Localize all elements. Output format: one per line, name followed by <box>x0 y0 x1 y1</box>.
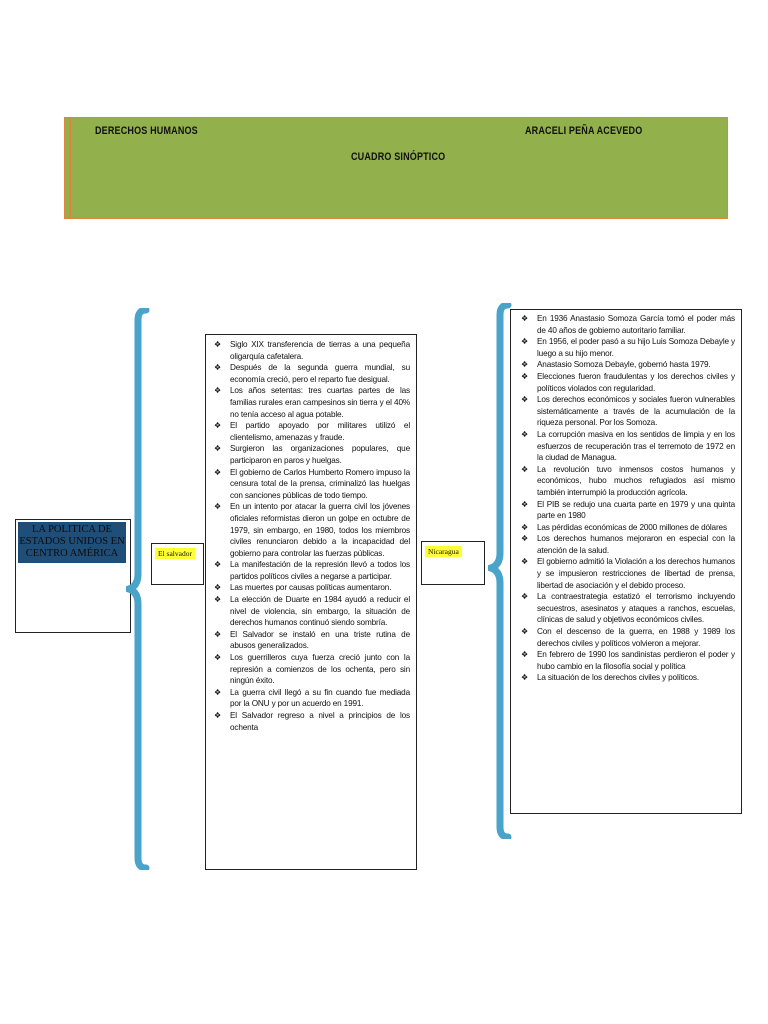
nicaragua-item-text: En 1956, el poder pasó a su hijo Luis Somoza Debayle y luego a su hijo menor. <box>537 337 735 358</box>
nicaragua-item-text: La revolución tuvo inmensos costos humanos y económicos, hubo muchos refugiados así mismo también interrumpió la producción agrícola. <box>537 464 735 497</box>
nicaragua-item <box>517 464 735 499</box>
nicaragua-item-text: En 1936 Anastasio Somoza García tomó el poder más de 40 años de gobierno autoritario familiar. <box>537 314 735 335</box>
salvador-bullets <box>210 339 410 733</box>
diamond-bullet-icon: ❖ <box>214 502 222 512</box>
nicaragua-item-text: Las pérdidas económicas de 2000 millones de dólares <box>537 522 727 532</box>
nicaragua-item <box>517 649 735 672</box>
nicaragua-item-text: La situación de los derechos civiles y políticos. <box>537 673 699 683</box>
diamond-bullet-icon: ❖ <box>521 534 529 544</box>
nicaragua-item-text: La corrupción masiva en los sentidos de limpia y en los esfuerzos de recuperación tras el terremoto de 1972 en la ciudad de Managua. <box>537 429 735 463</box>
salvador-item <box>210 339 410 362</box>
left-brace <box>126 308 150 870</box>
diamond-bullet-icon: ❖ <box>521 464 529 474</box>
nicaragua-item <box>517 359 735 371</box>
nicaragua-item-text: Elecciones fueron fraudulentas y los derechos civiles y políticos violados con regularidad. <box>537 371 735 393</box>
nicaragua-label: Nicaragua <box>425 546 462 557</box>
salvador-item <box>210 582 410 594</box>
nicaragua-bullets <box>517 313 735 684</box>
nicaragua-item-text: Anastasio Somoza Debayle, gobernó hasta 1979. <box>537 360 711 370</box>
diamond-bullet-icon: ❖ <box>521 627 529 637</box>
nicaragua-item <box>517 556 735 591</box>
nicaragua-item-text: En febrero de 1990 los sandinistas perdieron el poder y hubo cambio en la filosofía social y política <box>537 650 735 671</box>
diamond-bullet-icon: ❖ <box>521 337 529 347</box>
diamond-bullet-icon: ❖ <box>521 499 529 509</box>
diamond-bullet-icon: ❖ <box>521 429 529 439</box>
salvador-item <box>210 385 410 420</box>
diamond-bullet-icon: ❖ <box>521 673 529 683</box>
diamond-bullet-icon: ❖ <box>521 371 529 381</box>
nicaragua-item <box>517 336 735 359</box>
salvador-item <box>210 467 410 502</box>
nicaragua-item <box>517 522 735 534</box>
salvador-label: El salvador <box>155 548 195 559</box>
page-title: CUADRO SINÓPTICO <box>351 151 446 163</box>
nicaragua-item-text: Los derechos humanos mejoraron en especial con la atención de la salud. <box>537 534 735 555</box>
salvador-item-text: El Salvador se instaló en una triste rutina de abusos generalizados. <box>230 629 410 651</box>
nicaragua-item <box>517 626 735 649</box>
salvador-item <box>210 629 410 652</box>
nicaragua-item <box>517 672 735 684</box>
diamond-bullet-icon: ❖ <box>521 557 529 567</box>
nicaragua-item-text: El gobierno admitió la Violación a los derechos humanos y se impusieron restricciones de libertad de prensa, libertad de asociación y el debido proceso. <box>537 557 735 590</box>
diamond-bullet-icon: ❖ <box>214 363 222 373</box>
diamond-bullet-icon: ❖ <box>214 421 222 431</box>
nicaragua-item-text: El PIB se redujo una cuarta parte en 1979 y una quinta parte en 1980 <box>537 499 735 521</box>
nicaragua-item <box>517 394 735 429</box>
salvador-item-text: En un intento por atacar la guerra civil los jóvenes oficiales reformistas dieron un golpe en octubre de 1979, sin embargo, en 1980, todos los miembros civiles renunciaron debido a la incapacidad del gobierno para controlar las fuerzas públicas. <box>230 502 410 558</box>
diamond-bullet-icon: ❖ <box>214 595 222 605</box>
diamond-bullet-icon: ❖ <box>521 395 529 405</box>
salvador-item-text: Surgieron las organizaciones populares, que participaron en paros y huelgas. <box>230 444 410 465</box>
right-brace <box>488 303 512 839</box>
salvador-node <box>151 543 204 585</box>
nicaragua-item-text: Los derechos económicos y sociales fueron vulnerables sistemáticamente a través de la acumulación de la riqueza personal. Por los Somoza. <box>537 395 735 428</box>
salvador-item-text: Las muertes por causas políticas aumentaron. <box>230 583 392 593</box>
diamond-bullet-icon: ❖ <box>214 687 222 697</box>
salvador-item <box>210 443 410 466</box>
diamond-bullet-icon: ❖ <box>214 629 222 639</box>
diamond-bullet-icon: ❖ <box>521 360 529 370</box>
nicaragua-node <box>421 541 485 585</box>
root-label: LA POLITICA DE ESTADOS UNIDOS EN CENTRO AMÉRICA <box>18 522 126 563</box>
nicaragua-item <box>517 499 735 522</box>
diamond-bullet-icon: ❖ <box>214 583 222 593</box>
author-name: ARACELI PEÑA ACEVEDO <box>525 125 643 137</box>
salvador-item-text: Siglo XIX transferencia de tierras a una pequeña oligarquía cafetalera. <box>230 340 410 361</box>
subject-title: DERECHOS HUMANOS <box>95 125 198 137</box>
salvador-item-text: Los guerrilleros cuya fuerza creció junto con la represión a comienzos de los ochenta, pero sin ningún éxito. <box>230 653 410 686</box>
salvador-item <box>210 652 410 687</box>
diamond-bullet-icon: ❖ <box>521 650 529 660</box>
salvador-item-text: El Salvador regreso a nivel a principios de los ochenta <box>230 711 410 732</box>
diamond-bullet-icon: ❖ <box>521 592 529 602</box>
salvador-item-text: Después de la segunda guerra mundial, su economía creció, pero el reparto fue desigual. <box>230 363 410 384</box>
salvador-item <box>210 420 410 443</box>
diamond-bullet-icon: ❖ <box>214 711 222 720</box>
diamond-bullet-icon: ❖ <box>521 522 529 532</box>
nicaragua-item <box>517 429 735 464</box>
nicaragua-item <box>517 313 735 336</box>
nicaragua-item-text: La contraestrategia estatizó el terrorismo incluyendo secuestros, asesinatos y ataques a ranchos, escuelas, clínicas de salud y objetivos económicos civiles. <box>537 592 735 625</box>
header-banner <box>64 117 728 219</box>
diamond-bullet-icon: ❖ <box>214 653 222 663</box>
diamond-bullet-icon: ❖ <box>214 340 222 349</box>
salvador-item <box>210 710 410 733</box>
nicaragua-item <box>517 371 735 394</box>
nicaragua-list <box>510 309 742 814</box>
salvador-item <box>210 501 410 559</box>
salvador-item-text: El gobierno de Carlos Humberto Romero impuso la censura total de la prensa, criminalizó las huelgas con sanciones públicas de todo tiempo. <box>230 467 410 500</box>
salvador-item <box>210 594 410 629</box>
diamond-bullet-icon: ❖ <box>214 386 222 396</box>
salvador-list <box>205 334 417 870</box>
salvador-item-text: La guerra civil llegó a su fin cuando fue mediada por la ONU y por un acuerdo en 1991. <box>230 687 410 709</box>
salvador-item-text: Los años setentas: tres cuartas partes de las familias rurales eran campesinos sin tierra y el 40% no tenía acceso al agua potable. <box>230 386 410 419</box>
salvador-item <box>210 687 410 710</box>
diamond-bullet-icon: ❖ <box>214 467 222 477</box>
header-inner-rule <box>69 118 71 218</box>
salvador-item-text: La elección de Duarte en 1984 ayudó a reducir el nivel de violencia, sin embargo, la situación de derechos humanos continuó siendo sombría. <box>230 595 410 628</box>
salvador-item <box>210 559 410 582</box>
nicaragua-item <box>517 533 735 556</box>
salvador-item-text: La manifestación de la represión llevó a todos los partidos políticos civiles a negarse a participar. <box>230 560 410 581</box>
salvador-item <box>210 362 410 385</box>
root-node <box>15 519 131 633</box>
salvador-item-text: El partido apoyado por militares utilizó el clientelismo, amenazas y fraude. <box>230 421 410 442</box>
nicaragua-item <box>517 591 735 626</box>
diamond-bullet-icon: ❖ <box>214 560 222 570</box>
diamond-bullet-icon: ❖ <box>521 314 529 323</box>
diamond-bullet-icon: ❖ <box>214 444 222 454</box>
nicaragua-item-text: Con el descenso de la guerra, en 1988 y 1989 los derechos civiles y políticos volvieron a mejorar. <box>537 627 735 648</box>
